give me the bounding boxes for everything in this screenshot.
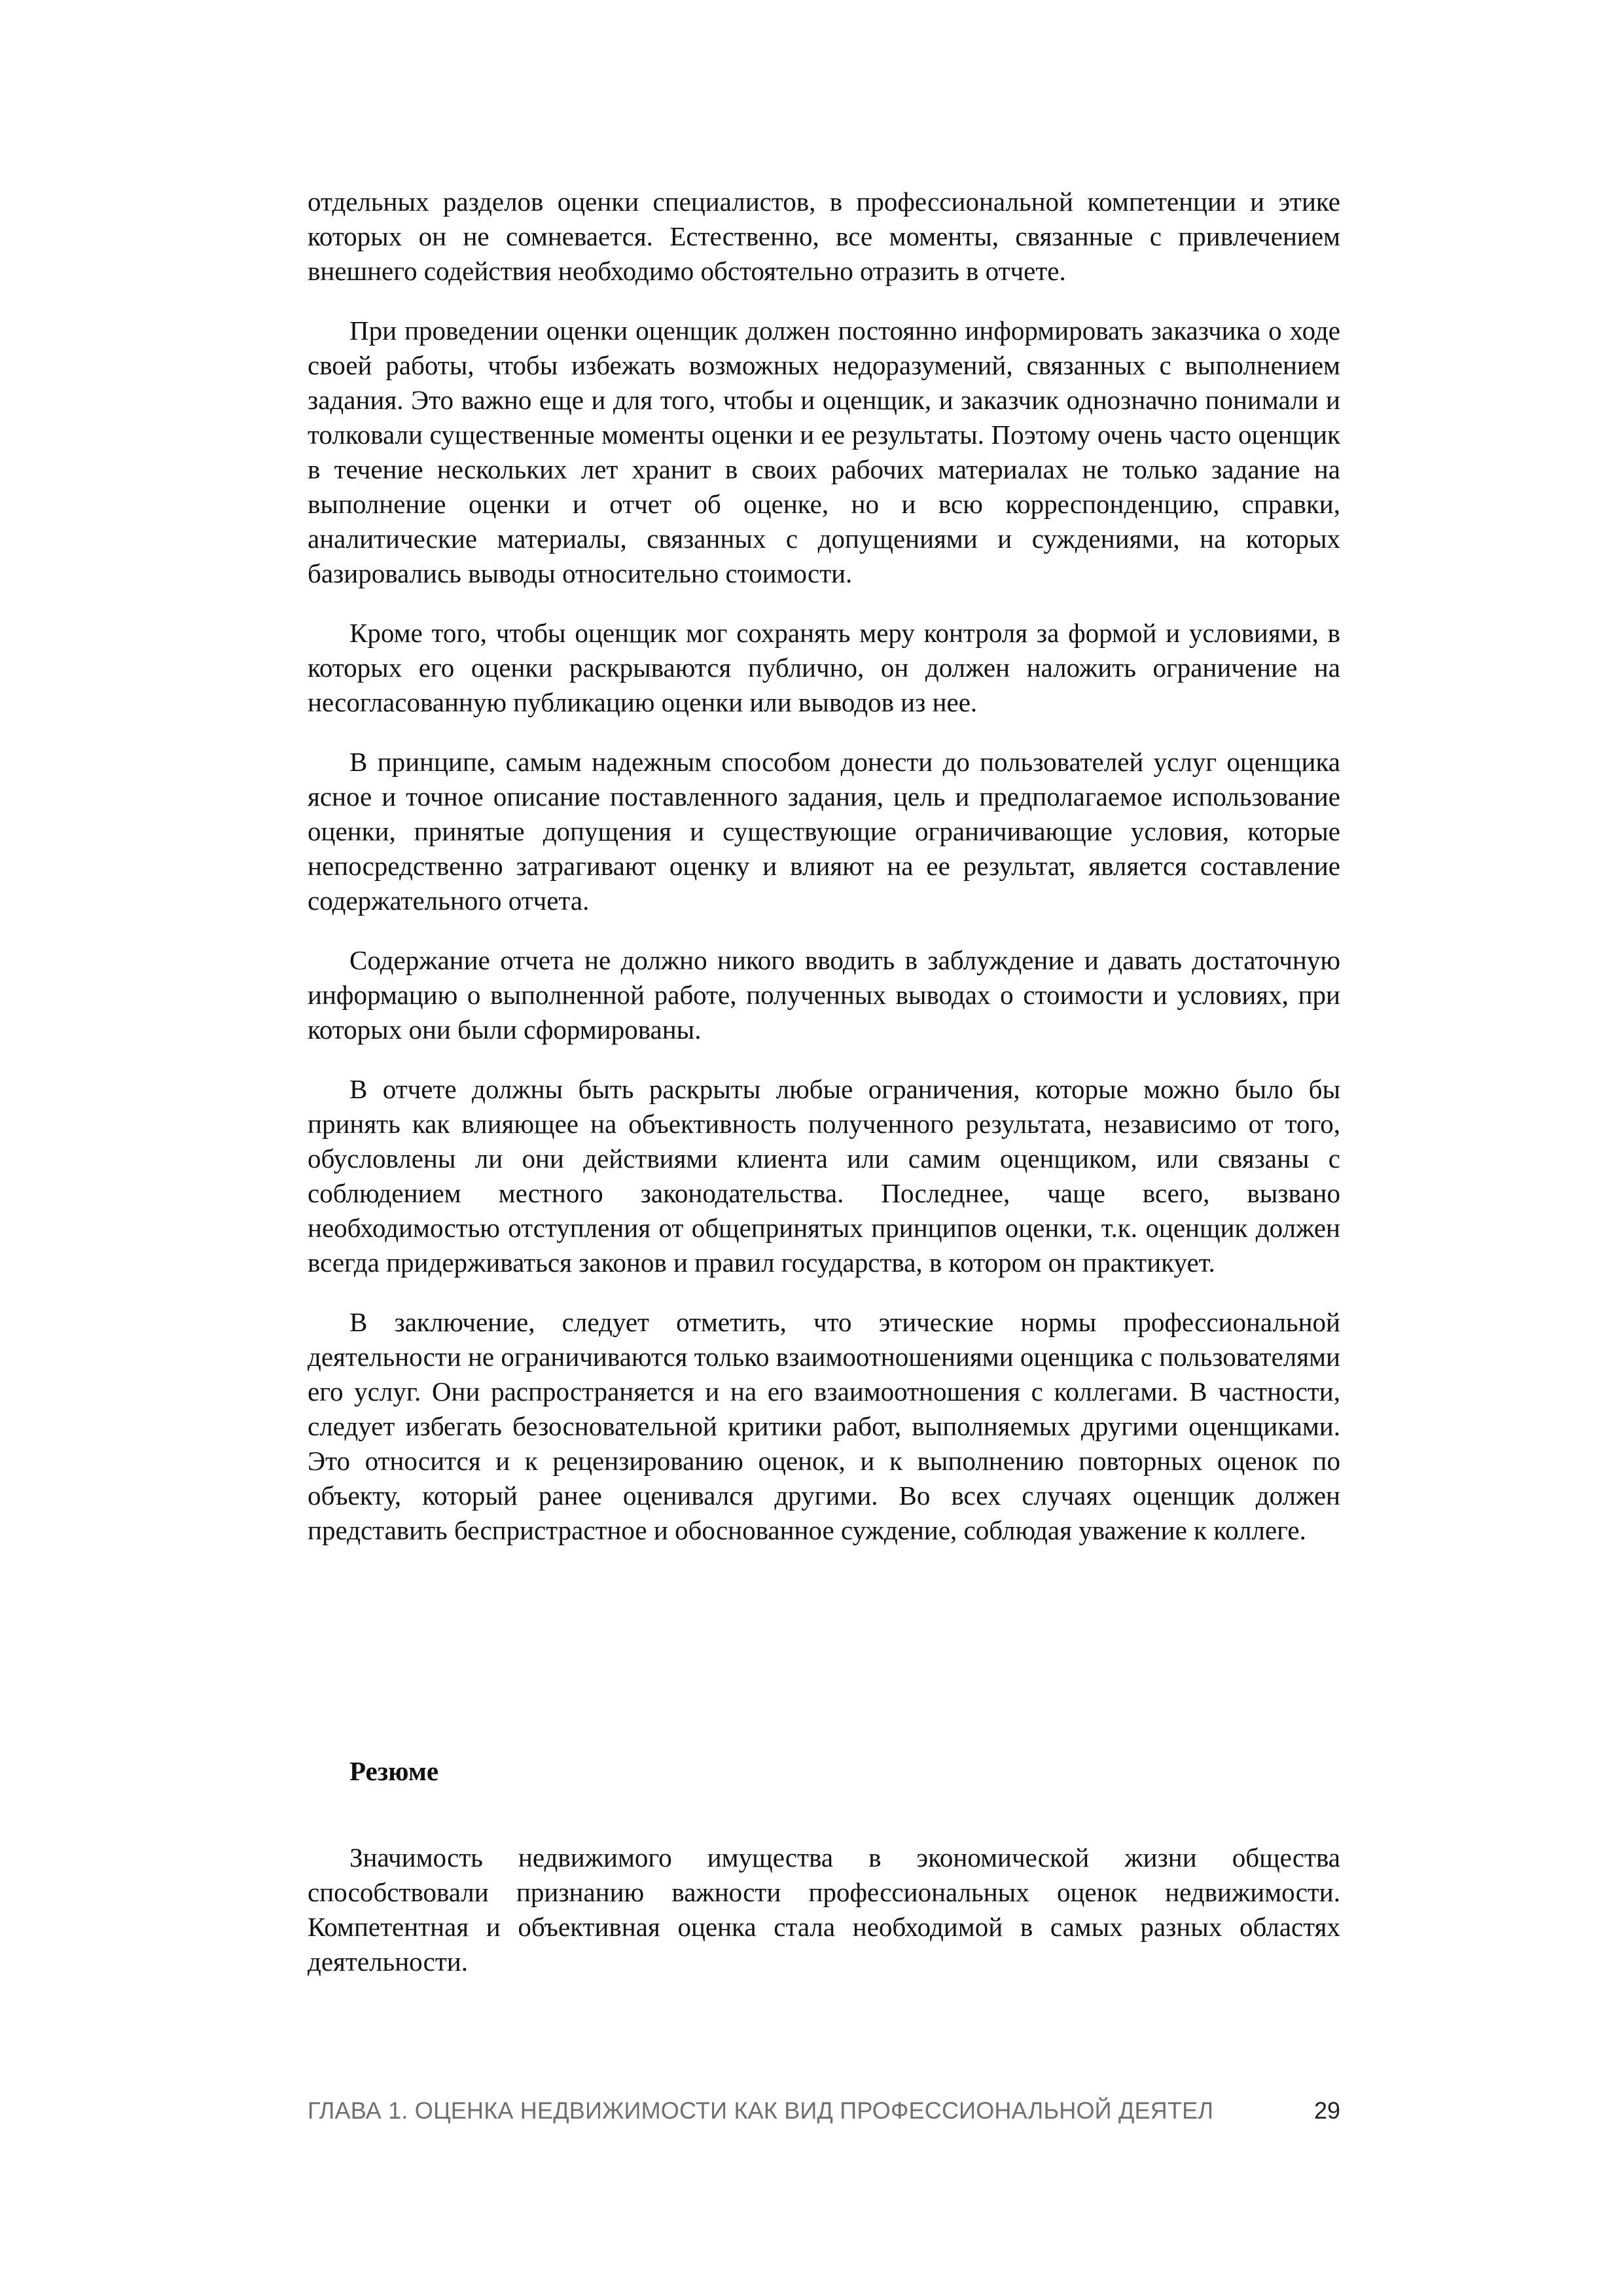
paragraph-report-content: В принципе, самым надежным способом донести до пользователей услуг оценщика ясное и точное описание поставленного задания, цель и предполагаемое использование оценки, принятые допущения и существующие ограничивающие условия, которые непосредственно затрагивают оценку и влияют на ее результат, является составление содержательного отчета.	[308, 747, 1340, 916]
footer-chapter-title: ГЛАВА 1. ОЦЕНКА НЕДВИЖИМОСТИ КАК ВИД ПРОФЕССИОНАЛЬНОЙ ДЕЯТЕЛ	[308, 2097, 1214, 2124]
paragraph-publication-control: Кроме того, чтобы оценщик мог сохранять меру контроля за формой и условиями, в которых его оценки раскрываются публично, он должен наложить ограничение на несогласованную публикацию оценки или выводов из нее.	[308, 618, 1340, 717]
section-heading-summary: Резюме	[349, 1756, 439, 1786]
paragraph-continuation: отдельных разделов оценки специалистов, в профессиональной компетенции и этике которых он не сомневается. Естественно, все моменты, связанные с привлечением внешнего содействия необходимо обстоятельно отразить в отчете.	[308, 187, 1340, 286]
page-footer	[308, 2094, 1340, 2127]
page-number: 29	[1313, 2097, 1340, 2124]
paragraph-professional-ethics: В заключение, следует отметить, что этические нормы профессиональной деятельности не ограничиваются только взаимоотношениями оценщика с пользователями его услуг. Они распространяется и на его взаимоотношения с коллегами. В частности, следует избегать безосновательной критики работ, выполняемых другими оценщиками. Это относится и к рецензированию оценок, и к выполнению повторных оценок по объекту, который ранее оценивался другими. Во всех случаях оценщик должен представить беспристрастное и обоснованное суждение, соблюдая уважение к коллеге.	[308, 1307, 1340, 1545]
summary-section	[308, 1840, 1340, 2004]
paragraph-client-communication: При проведении оценки оценщик должен постоянно информировать заказчика о ходе своей работы, чтобы избежать возможных недоразумений, связанных с выполнением задания. Это важно еще и для того, чтобы и оценщик, и заказчик однозначно понимали и толковали существенные моменты оценки и ее результаты. Поэтому очень часто оценщик в течение нескольких лет хранит в своих рабочих материалах не только задание на выполнение оценки и отчет об оценке, но и всю корреспонденцию, справки, аналитические материалы, связанных с допущениями и суждениями, на которых базировались выводы относительно стоимости.	[308, 315, 1340, 588]
summary-paragraph: Значимость недвижимого имущества в экономической жизни общества способствовали признанию важности профессиональных оценок недвижимости. Компетентная и объективная оценка стала необходимой в самых разных областях деятельности.	[308, 1842, 1340, 1977]
paragraph-limitations: В отчете должны быть раскрыты любые ограничения, которые можно было бы принять как влияющее на объективность полученного результата, независимо от того, обусловлены ли они действиями клиента или самим оценщиком, или связаны с соблюдением местного законодательства. Последнее, чаще всего, вызвано необходимостью отступления от общепринятых принципов оценки, т.к. оценщик должен всегда придерживаться законов и правил государства, в котором он практикует.	[308, 1074, 1340, 1278]
paragraph-report-clarity: Содержание отчета не должно никого вводить в заблуждение и давать достаточную информацию о выполненной работе, полученных выводах о стоимости и условиях, при которых они были сформированы.	[308, 945, 1340, 1045]
body-text	[308, 185, 1340, 1573]
